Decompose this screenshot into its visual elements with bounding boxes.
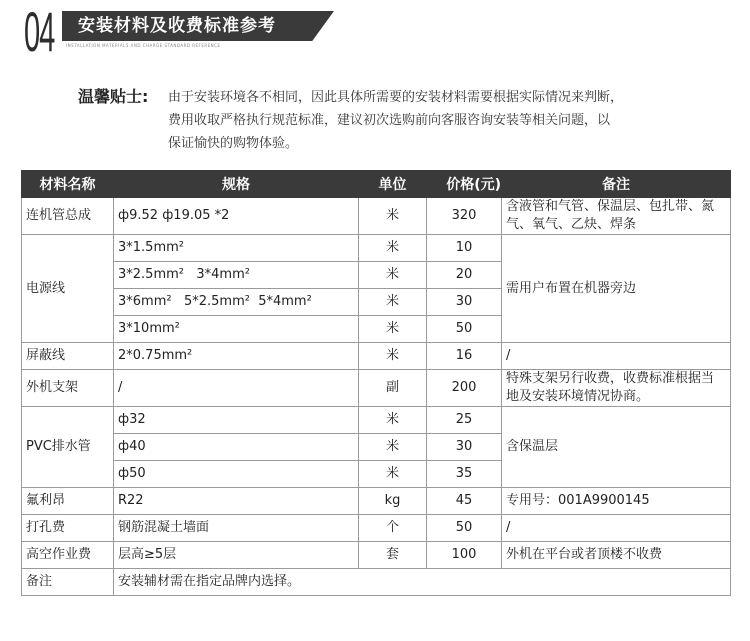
cell-unit: 米	[359, 461, 427, 488]
cell-name: 连机管总成	[22, 198, 114, 235]
cell-price: 45	[427, 488, 502, 515]
cell-note: 含保温层	[502, 407, 731, 488]
cell-spec: 3*10mm²	[114, 316, 359, 343]
cell-price: 200	[427, 370, 502, 407]
cell-unit: 米	[359, 316, 427, 343]
cell-name: 备注	[22, 569, 114, 596]
header-note: 备注	[502, 171, 731, 198]
cell-spec: /	[114, 370, 359, 407]
cell-unit: kg	[359, 488, 427, 515]
header-price: 价格(元)	[427, 171, 502, 198]
table-row	[22, 407, 731, 434]
table-row	[22, 370, 731, 407]
table-row	[22, 235, 731, 262]
cell-spec: R22	[114, 488, 359, 515]
cell-spec: ф50	[114, 461, 359, 488]
cell-unit: 副	[359, 370, 427, 407]
cell-price: 50	[427, 316, 502, 343]
cell-unit: 米	[359, 235, 427, 262]
header-spec: 规格	[114, 171, 359, 198]
cell-name: 高空作业费	[22, 542, 114, 569]
cell-note: /	[502, 515, 731, 542]
cell-unit: 米	[359, 407, 427, 434]
cell-name: PVC排水管	[22, 407, 114, 488]
tips-line: 由于安装环境各不相同，因此具体所需要的安装材料需要根据实际情况来判断，	[168, 90, 624, 105]
cell-name: 电源线	[22, 235, 114, 343]
cell-price: 20	[427, 262, 502, 289]
cell-note: 需用户布置在机器旁边	[502, 235, 731, 343]
cell-unit: 米	[359, 262, 427, 289]
tips-line: 保证愉快的购物体验。	[168, 136, 299, 151]
cell-spec: 3*6mm² 5*2.5mm² 5*4mm²	[114, 289, 359, 316]
cell-name: 外机支架	[22, 370, 114, 407]
cell-price: 16	[427, 343, 502, 370]
table-row	[22, 542, 731, 569]
tips-label: 温馨贴士:	[78, 87, 149, 106]
cell-unit: 个	[359, 515, 427, 542]
cell-price: 320	[427, 198, 502, 235]
cell-price: 30	[427, 434, 502, 461]
cell-note: 外机在平台或者顶楼不收费	[502, 542, 731, 569]
cell-note: 专用号：001A9900145	[502, 488, 731, 515]
section-title: 安装材料及收费标准参考	[78, 16, 276, 36]
tips-text	[168, 86, 728, 155]
section-subtitle: INSTALLATION MATERIALS AND CHARGE STANDARD REFERENCE	[66, 43, 221, 48]
table-row	[22, 198, 731, 235]
cell-name: 打孔费	[22, 515, 114, 542]
cell-note: 含液管和气管、保温层、包扎带、氮气、氧气、乙炔、焊条	[502, 198, 731, 235]
section-number: 04	[24, 0, 55, 63]
cell-price: 25	[427, 407, 502, 434]
table-row	[22, 569, 731, 596]
cell-spec: ф9.52 ф19.05 *2	[114, 198, 359, 235]
cell-spec: 层高≥5层	[114, 542, 359, 569]
cell-spec: 2*0.75mm²	[114, 343, 359, 370]
cell-name: 氟利昂	[22, 488, 114, 515]
cell-name: 屏蔽线	[22, 343, 114, 370]
header-unit: 单位	[359, 171, 427, 198]
table-row	[22, 343, 731, 370]
cell-remark: 安装辅材需在指定品牌内选择。	[114, 569, 731, 596]
cell-unit: 米	[359, 289, 427, 316]
section-header	[0, 0, 750, 70]
cell-price: 50	[427, 515, 502, 542]
cell-unit: 米	[359, 343, 427, 370]
header-material: 材料名称	[22, 171, 114, 198]
cell-spec: 3*2.5mm² 3*4mm²	[114, 262, 359, 289]
cell-spec: 钢筋混凝土墙面	[114, 515, 359, 542]
cell-unit: 米	[359, 198, 427, 235]
cell-price: 30	[427, 289, 502, 316]
cell-price: 10	[427, 235, 502, 262]
cell-spec: ф32	[114, 407, 359, 434]
cell-spec: 3*1.5mm²	[114, 235, 359, 262]
table-row	[22, 488, 731, 515]
table-row	[22, 515, 731, 542]
cell-price: 35	[427, 461, 502, 488]
cell-spec: ф40	[114, 434, 359, 461]
tips-line: 费用收取严格执行规范标准，建议初次选购前向客服咨询安装等相关问题，以	[168, 113, 611, 128]
cell-unit: 套	[359, 542, 427, 569]
table-header-row	[22, 171, 731, 198]
cell-price: 100	[427, 542, 502, 569]
materials-table	[21, 170, 731, 596]
cell-note: /	[502, 343, 731, 370]
cell-note: 特殊支架另行收费，收费标准根据当地及安装环境情况协商。	[502, 370, 731, 407]
cell-unit: 米	[359, 434, 427, 461]
